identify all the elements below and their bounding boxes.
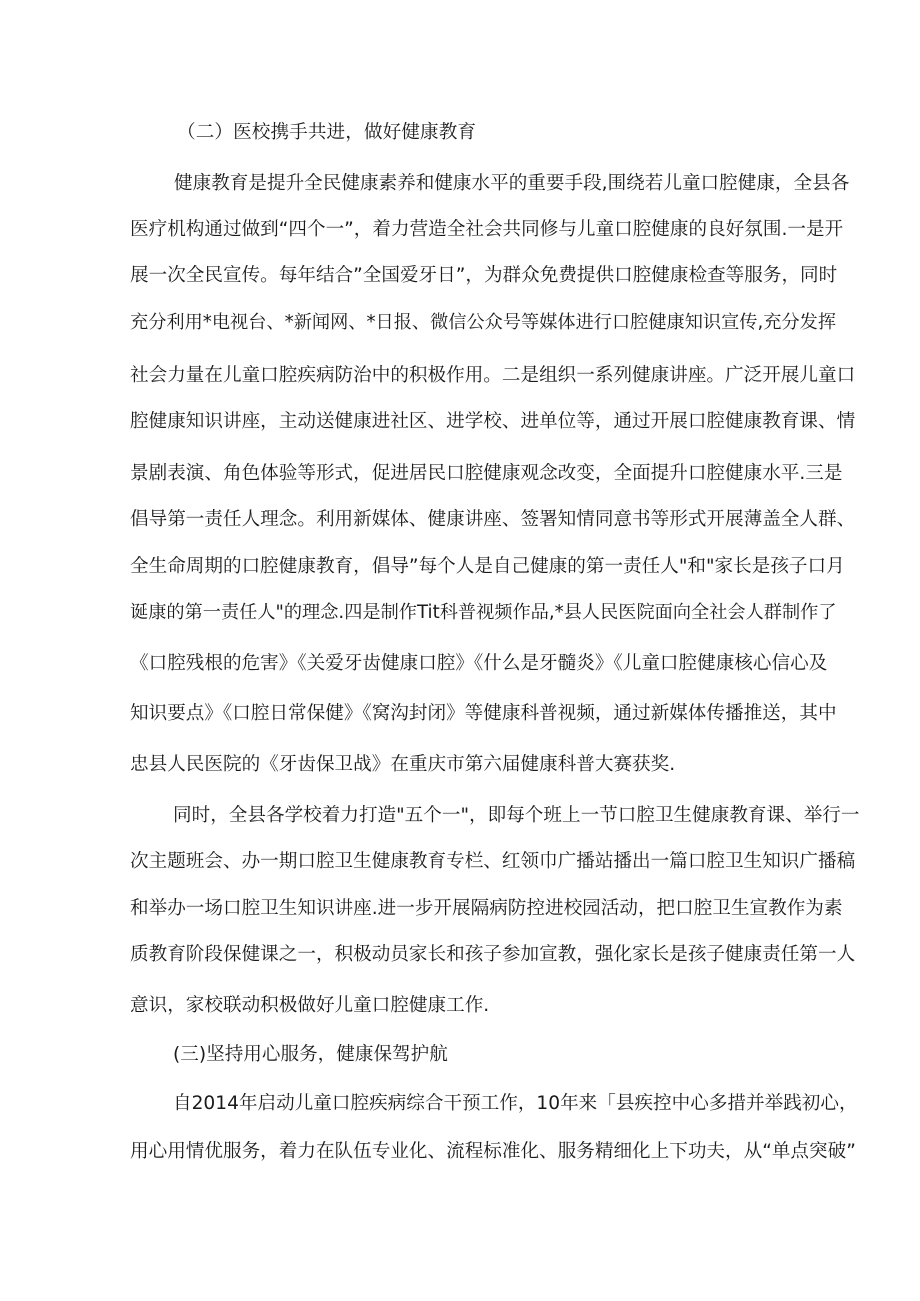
paragraph-line: 腔健康知识讲座，主动送健康进社区、进学校、进单位等，通过开展口腔健康教育课、情 [130,411,856,432]
paragraph-line: 倡导第一责任人理念。利用新媒体、健康讲座、签署知情同意书等形式开展薄盖全人群、 [130,509,856,530]
paragraph-line: 知识要点》《口腔日常保健》《窝沟封闭》等健康科普视频，通过新媒体传播推送，其中 [130,703,837,724]
paragraph-line: 《口腔残根的危害》《关爱牙齿健康口腔》《什么是牙髓炎》《儿童口腔健康核心信心及 [130,653,828,674]
paragraph-line: 自2014年启动儿童口腔疾病综合干预工作，10年来「县疾控中心多措并举践初心， [173,1093,858,1114]
paragraph-line: 展一次全民宣传。每年结合”全国爱牙日”，为群众免费提供口腔健康检查等服务，同时 [130,265,838,286]
paragraph-line: 健康教育是提升全民健康素养和健康水平的重要手段,围绕若儿童口腔健康，全县各 [174,173,850,194]
paragraph-line: 质教育阶段保健课之一，积极动员家长和孩子参加宣教，强化家长是孩子健康责任第一人 [130,944,856,965]
paragraph-line: 充分利用*电视台、*新闻网、*日报、微信公众号等媒体进行口腔健康知识宣传,充分发挥 [130,312,837,333]
paragraph-line: 意识，家校联动积极做好儿童口腔健康工作. [130,995,490,1016]
paragraph-line: 次主题班会、办一期口腔卫生健康教育专栏、红领巾广播站播出一篇口腔卫生知识广播稿 [130,851,856,872]
paragraph-line: 社会力量在儿童口腔疾病防治中的积极作用。二是组织一系列健康讲座。广泛开展儿童口 [130,365,856,386]
paragraph-line: 诞康的第一责任人"的理念.四是制作Tit科普视频作品,*县人民医院面向全社会人群制作了 [130,602,837,623]
paragraph-line: 景剧表演、角色体验等形式，促进居民口腔健康观念改变，全面提升口腔健康水平.三是 [130,463,843,484]
paragraph-line: 用心用情优服务，着力在队伍专业化、流程标准化、服务精细化上下功夫，从“单点突破” [130,1141,856,1162]
paragraph-line: 医疗机构通过做到“四个一”，着力营造全社会共同修与儿童口腔健康的良好氛围.一是开 [130,219,844,240]
paragraph-line: 全生命周期的口腔健康教育，倡导”每个人是自己健康的第一责任人"和"家长是孩子口月 [130,556,845,577]
paragraph-line: 和举办一场口腔卫生知识讲座.进一步开展隔病防控进校园活动，把口腔卫生宣教作为素 [130,898,843,919]
paragraph-line: 忠县人民医院的《牙齿保卫战》在重庆市第六届健康科普大赛获奖. [130,754,676,775]
section-heading: （二）医校携手共进，做好健康教育 [177,122,477,143]
section-heading: (三)坚持用心服务，健康保驾护航 [173,1044,448,1065]
paragraph-line: 同时，全县各学校着力打造"五个一"，即每个班上一节口腔卫生健康教育课、举行一 [173,805,860,826]
